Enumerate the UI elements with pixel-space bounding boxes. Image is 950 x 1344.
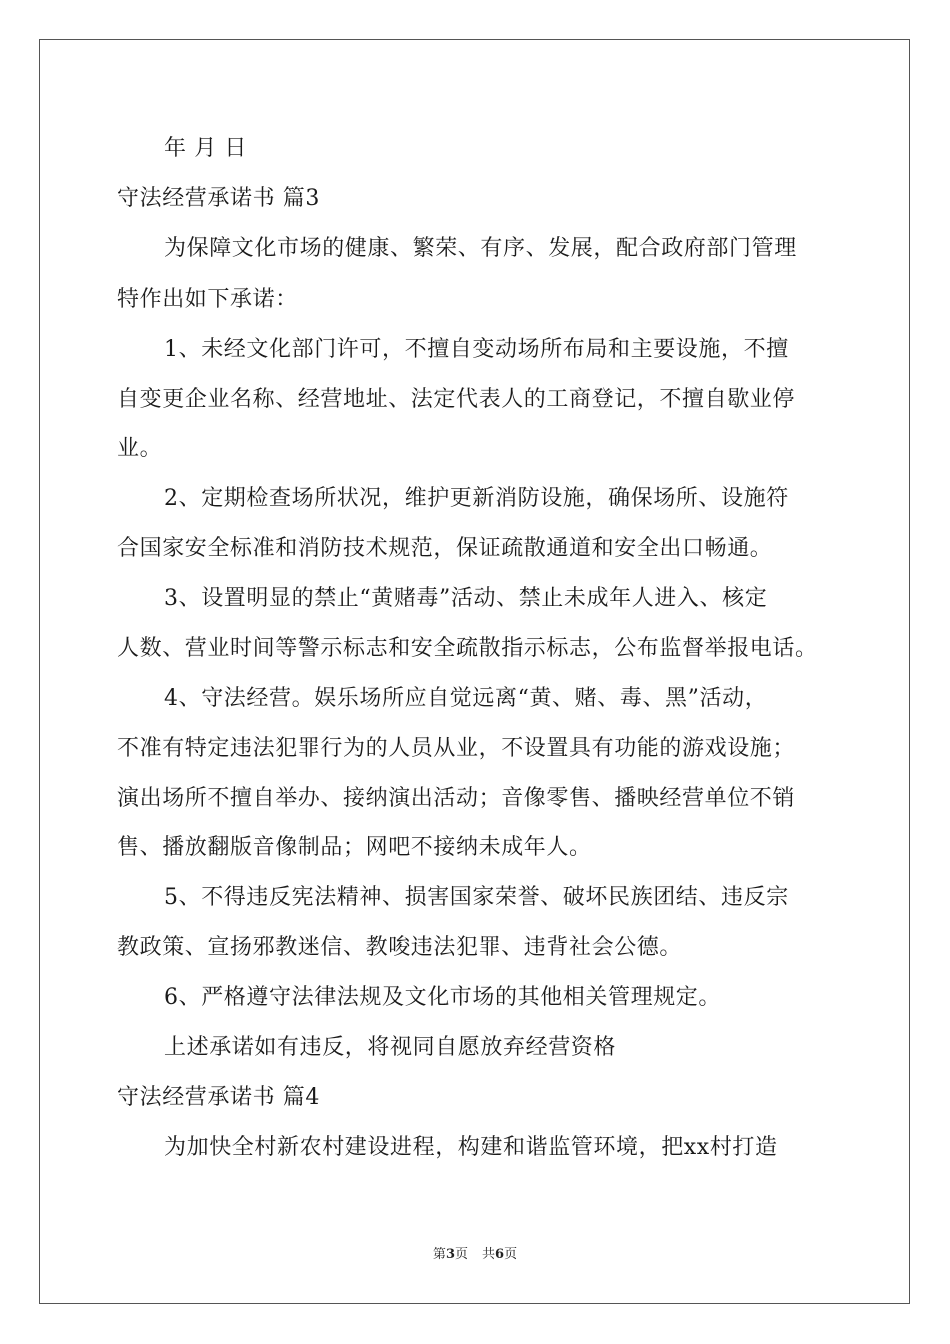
paragraph-line: 3、设置明显的禁止“黄赌毒”活动、禁止未成年人进入、核定 — [164, 586, 768, 611]
paragraph-line: 特作出如下承诺： — [117, 287, 298, 312]
paragraph-line: 5、不得违反宪法精神、损害国家荣誉、破坏民族团结、违反宗 — [164, 885, 789, 910]
paragraph-line: 为保障文化市场的健康、繁荣、有序、发展，配合政府部门管理 — [164, 236, 797, 261]
footer-total-suffix: 页 — [504, 1247, 518, 1262]
paragraph-line: 人数、营业时间等警示标志和安全疏散指示标志，公布监督举报电话。 — [117, 636, 818, 661]
paragraph-line: 6、严格遵守法律法规及文化市场的其他相关管理规定。 — [164, 985, 721, 1010]
paragraph-line: 2、定期检查场所状况，维护更新消防设施，确保场所、设施符 — [164, 486, 789, 511]
paragraph-line: 不准有特定违法犯罪行为的人员从业，不设置具有功能的游戏设施； — [117, 736, 796, 761]
paragraph-line: 1、未经文化部门许可，不擅自变动场所布局和主要设施，不擅 — [164, 337, 789, 362]
section-heading-3: 守法经营承诺书 篇3 — [117, 186, 320, 211]
footer-page-total: 6 — [495, 1247, 505, 1262]
page-footer — [0, 1246, 950, 1264]
paragraph-line: 演出场所不擅自举办、接纳演出活动；音像零售、播映经营单位不销 — [117, 786, 796, 811]
footer-page-suffix: 页 — [454, 1247, 468, 1262]
paragraph-line: 为加快全村新农村建设进程，构建和谐监管环境，把xx村打造 — [164, 1135, 778, 1160]
paragraph-line: 教政策、宣扬邪教迷信、教唆违法犯罪、违背社会公德。 — [117, 935, 683, 960]
page-border — [39, 39, 910, 1304]
paragraph-line: 业。 — [117, 436, 163, 461]
paragraph-line: 售、播放翻版音像制品；网吧不接纳未成年人。 — [117, 835, 592, 860]
paragraph-line: 合国家安全标准和消防技术规范，保证疏散通道和安全出口畅通。 — [117, 536, 773, 561]
section-heading-4: 守法经营承诺书 篇4 — [117, 1085, 320, 1110]
footer-page-current: 3 — [445, 1247, 455, 1262]
date-line: 年 月 日 — [164, 136, 247, 161]
footer-page-prefix: 第 — [432, 1247, 446, 1262]
paragraph-line: 4、守法经营。娱乐场所应自觉远离“黄、赌、毒、黑”活动， — [164, 686, 768, 711]
footer-total-prefix: 共 — [482, 1247, 496, 1262]
paragraph-line: 自变更企业名称、经营地址、法定代表人的工商登记，不擅自歇业停 — [117, 387, 796, 412]
paragraph-line: 上述承诺如有违反，将视同自愿放弃经营资格 — [164, 1035, 617, 1060]
